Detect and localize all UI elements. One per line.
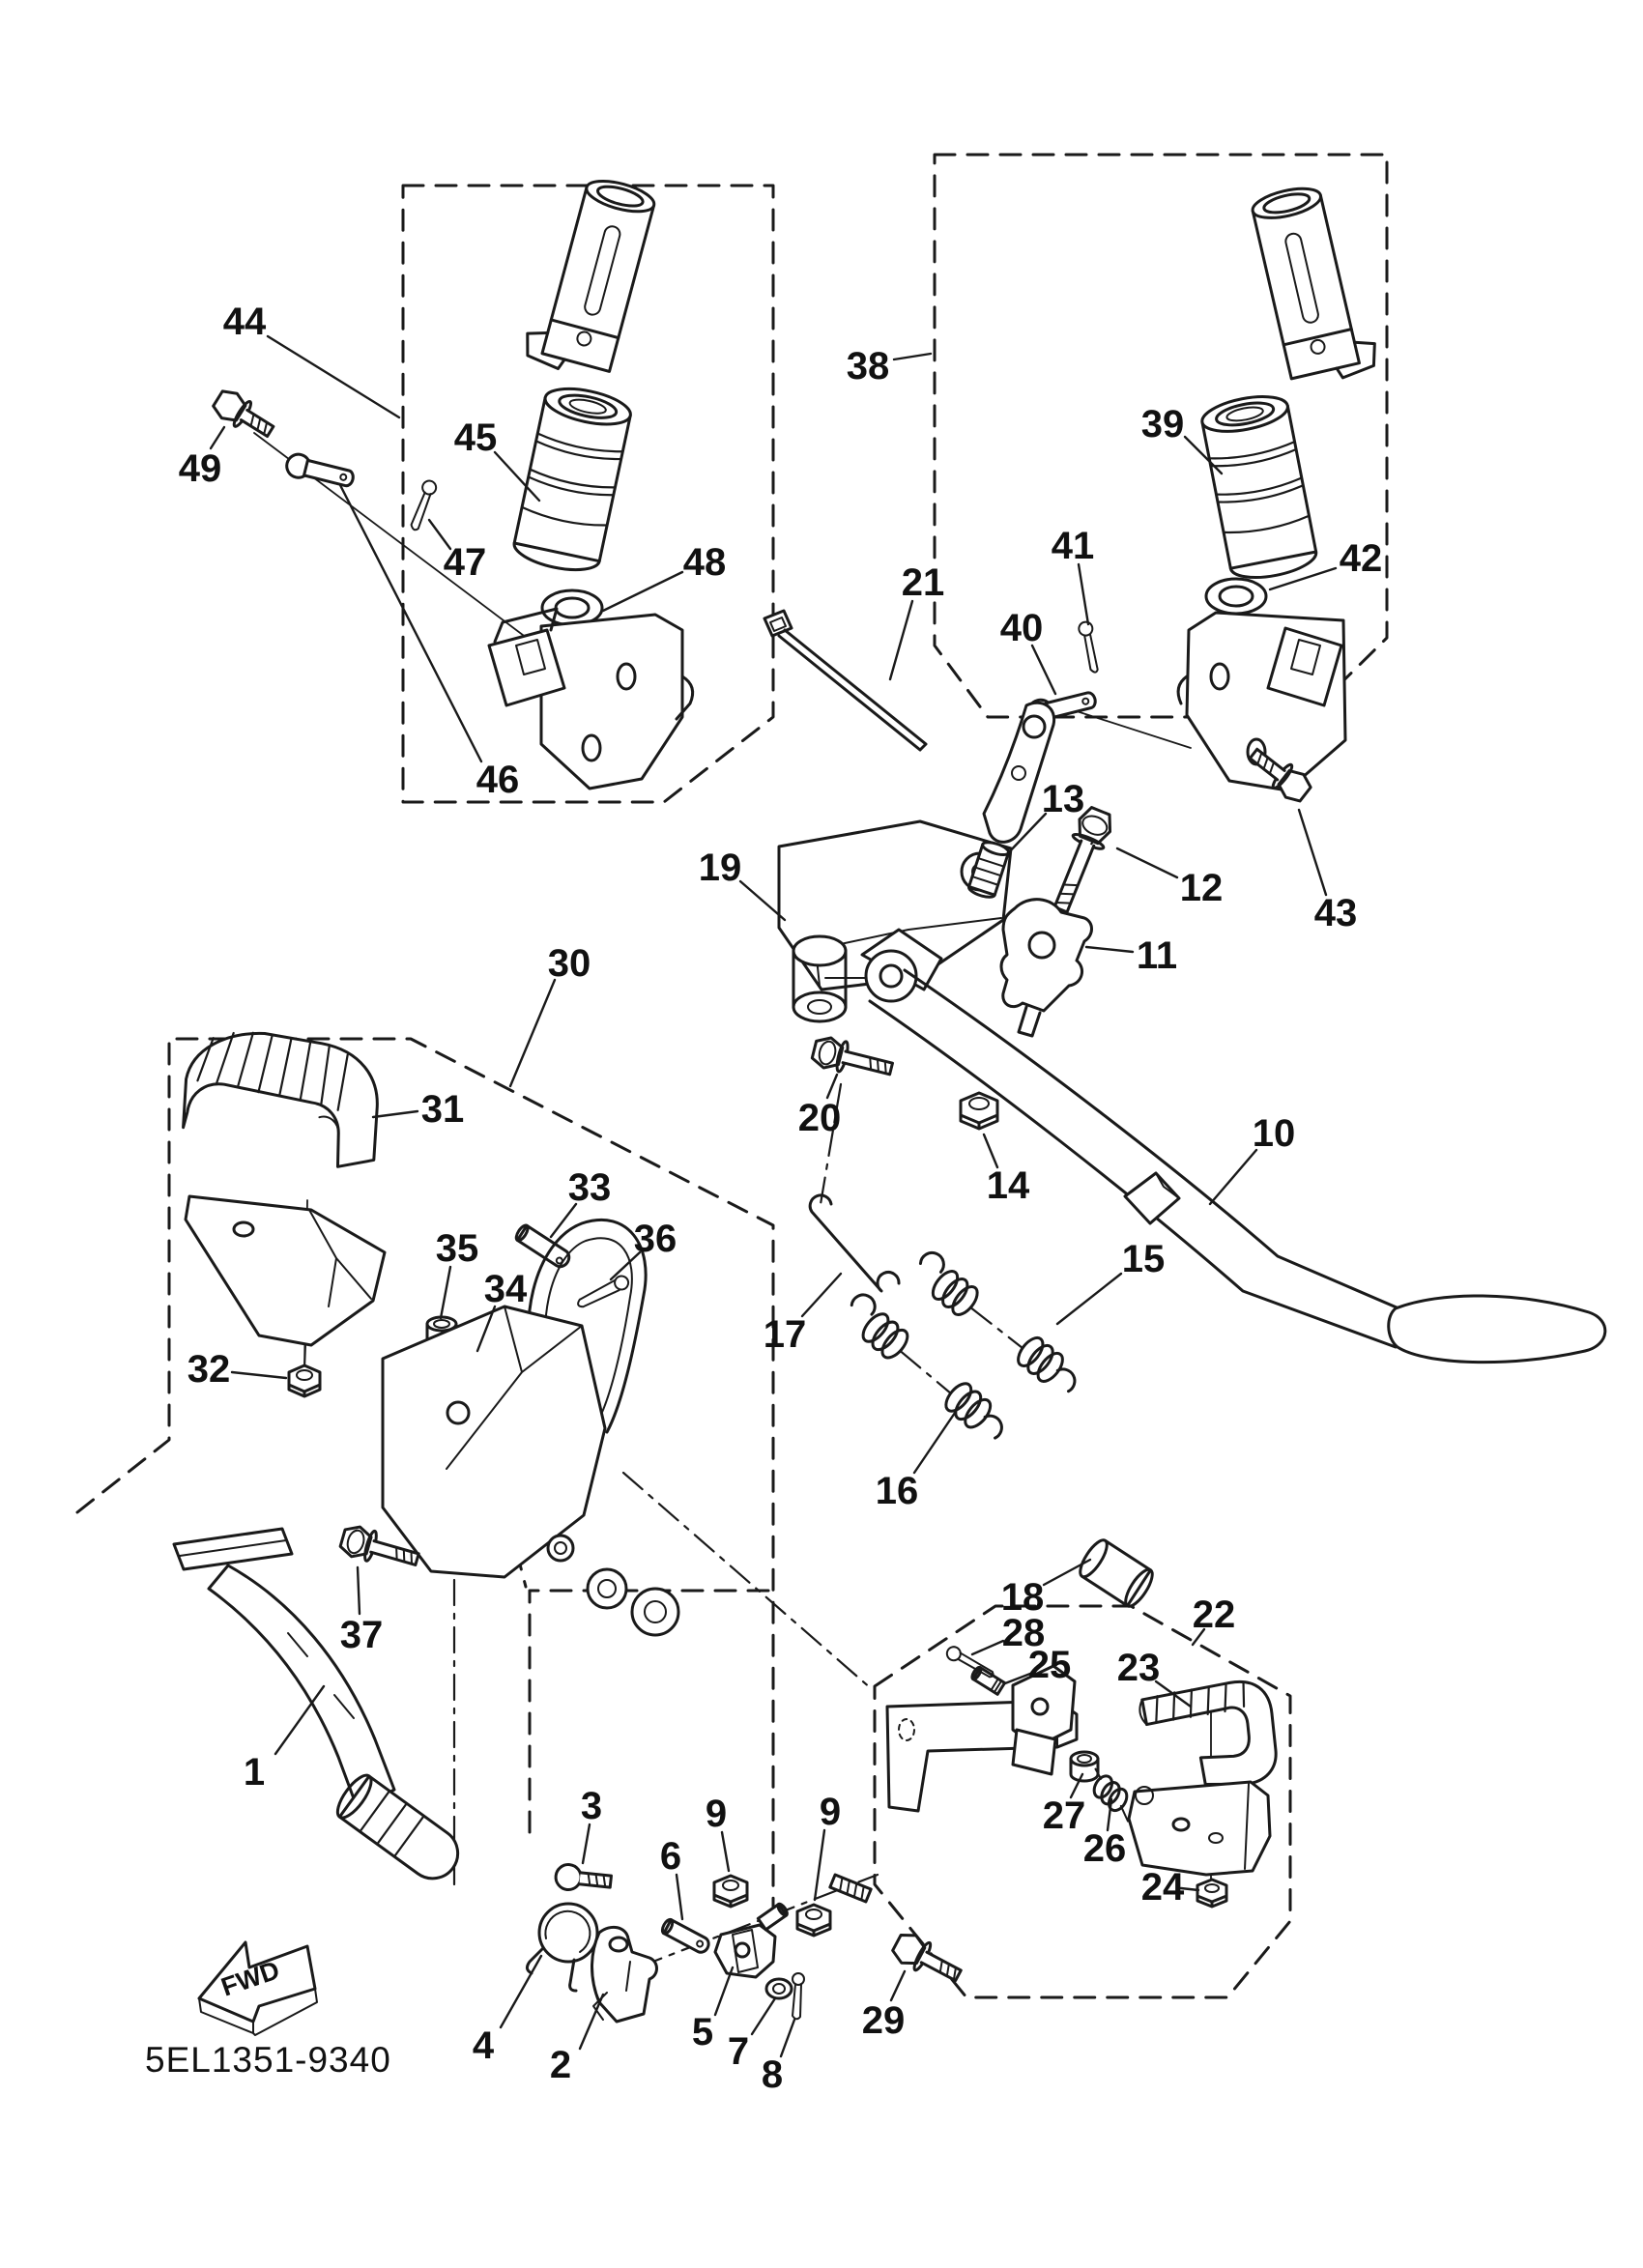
callout-label-1: 1 <box>243 1751 266 1794</box>
callout-leader-9 <box>722 1832 729 1871</box>
callout-label-35: 35 <box>435 1227 479 1270</box>
callout-label-25: 25 <box>1027 1644 1072 1686</box>
part-clevis-joint-5 <box>715 1903 789 1977</box>
callout-leader-9 <box>815 1830 824 1900</box>
callout-label-9: 9 <box>819 1791 842 1833</box>
part-brake-pedal-1 <box>174 1529 468 1888</box>
part-grip-rubber-39 <box>1199 390 1319 584</box>
group-sidestand-parts <box>764 611 1605 1610</box>
assembly-axis-lines <box>254 433 1278 1967</box>
part-clevis-pin-25 <box>970 1666 1004 1694</box>
callout-label-29: 29 <box>861 1999 906 2042</box>
callout-leader-6 <box>677 1875 682 1919</box>
callout-label-39: 39 <box>1140 403 1185 445</box>
callout-leader-16 <box>914 1413 955 1473</box>
callout-leader-37 <box>358 1567 360 1614</box>
callout-label-38: 38 <box>846 345 890 388</box>
fwd-label: FWD <box>217 1955 284 2002</box>
callout-leader-21 <box>890 601 912 679</box>
part-nut-24 <box>1197 1880 1226 1907</box>
callout-leader-42 <box>1270 568 1336 589</box>
part-cable-tie-21 <box>764 611 926 750</box>
part-collar-27 <box>1071 1752 1098 1781</box>
callout-label-22: 22 <box>1192 1593 1236 1636</box>
part-bolt-12 <box>1046 805 1116 916</box>
callout-leader-35 <box>441 1267 450 1318</box>
callout-leader-8 <box>781 2020 794 2056</box>
callout-label-14: 14 <box>986 1164 1030 1207</box>
callout-leader-1 <box>275 1686 324 1754</box>
callout-label-20: 20 <box>797 1097 842 1139</box>
callout-label-18: 18 <box>1000 1576 1045 1619</box>
callout-leader-11 <box>1086 947 1133 952</box>
callout-leader-32 <box>232 1372 286 1378</box>
part-cotter-pin-8 <box>793 1973 804 2019</box>
callout-label-2: 2 <box>549 2044 572 2086</box>
callout-leader-38 <box>894 354 931 359</box>
callout-leader-31 <box>373 1111 418 1117</box>
part-clevis-pin-46 <box>284 452 356 491</box>
callout-label-3: 3 <box>580 1785 603 1827</box>
part-roller-18 <box>1076 1536 1157 1610</box>
callout-label-47: 47 <box>443 541 487 584</box>
part-spring-16 <box>839 1290 1014 1446</box>
callout-label-49: 49 <box>178 447 222 490</box>
part-footrest-peg-left <box>521 170 657 382</box>
callout-leader-3 <box>583 1824 590 1863</box>
part-side-stand-10 <box>862 930 1605 1363</box>
callout-label-24: 24 <box>1140 1866 1185 1909</box>
callout-label-6: 6 <box>659 1835 682 1878</box>
callout-label-31: 31 <box>420 1088 465 1131</box>
callout-label-23: 23 <box>1116 1647 1161 1689</box>
callout-label-5: 5 <box>691 2011 714 2053</box>
part-stand-arm-19 <box>984 703 1054 842</box>
callout-label-41: 41 <box>1051 525 1095 567</box>
callout-label-17: 17 <box>763 1313 807 1356</box>
callout-label-48: 48 <box>682 541 727 584</box>
callout-label-33: 33 <box>567 1166 612 1209</box>
callout-label-4: 4 <box>472 2024 495 2067</box>
callout-leader-12 <box>1117 848 1177 877</box>
part-footrest-holder-31 <box>186 1196 385 1370</box>
part-joint-2 <box>592 1927 657 2022</box>
group-linkage-parts <box>527 1863 966 2022</box>
callout-leader-17 <box>802 1274 841 1316</box>
callout-label-21: 21 <box>901 561 945 604</box>
callout-leader-40 <box>1032 646 1055 694</box>
callout-leader-30 <box>510 980 555 1086</box>
callout-label-37: 37 <box>339 1614 384 1656</box>
callout-label-40: 40 <box>999 607 1044 649</box>
callout-leader-46 <box>340 485 481 761</box>
callout-label-9: 9 <box>705 1793 728 1835</box>
callout-label-11: 11 <box>1136 934 1178 977</box>
callout-label-13: 13 <box>1041 778 1085 820</box>
part-bolt-20 <box>811 1035 895 1084</box>
part-footrest-rubber-23 <box>1138 1679 1279 1794</box>
part-stopper-cam-11 <box>1001 900 1092 1036</box>
part-nut-9a <box>714 1876 747 1907</box>
part-nut-32 <box>289 1365 320 1396</box>
part-spring-4 <box>527 1904 597 1991</box>
part-footrest-peg-right <box>1250 179 1380 389</box>
callout-label-44: 44 <box>222 301 267 343</box>
callout-leader-5 <box>715 1967 733 2015</box>
part-grip-rubber-45 <box>511 383 634 577</box>
callout-label-30: 30 <box>547 942 591 985</box>
callout-label-32: 32 <box>187 1348 231 1391</box>
callout-leader-20 <box>827 1075 837 1098</box>
callout-label-8: 8 <box>761 2053 784 2096</box>
callout-label-43: 43 <box>1313 892 1358 934</box>
callout-label-15: 15 <box>1121 1238 1166 1280</box>
callout-label-28: 28 <box>1001 1612 1046 1654</box>
callout-label-46: 46 <box>476 759 520 801</box>
part-cotter-pin-36 <box>574 1275 631 1307</box>
part-hook-wire-17 <box>810 1195 899 1291</box>
callout-label-42: 42 <box>1339 537 1383 580</box>
diagram-part-code: 5EL1351-9340 <box>145 2040 391 2080</box>
callout-leader-43 <box>1299 810 1326 895</box>
part-cotter-pin-41 <box>1078 620 1104 674</box>
callout-leader-4 <box>501 1956 541 2027</box>
callout-label-7: 7 <box>727 2030 750 2073</box>
callout-label-26: 26 <box>1082 1827 1127 1870</box>
callout-leader-33 <box>551 1204 576 1237</box>
callout-label-36: 36 <box>633 1218 677 1260</box>
callout-leader-28 <box>972 1641 1003 1654</box>
callout-leader-48 <box>603 572 682 611</box>
group-pedal-parts <box>174 1523 468 1888</box>
callout-leader-14 <box>984 1134 997 1167</box>
callout-label-27: 27 <box>1042 1794 1086 1837</box>
callout-label-16: 16 <box>875 1470 919 1512</box>
callout-leader-2 <box>580 1995 603 2049</box>
part-bolt-3 <box>555 1863 612 1894</box>
callout-label-45: 45 <box>453 416 498 459</box>
part-footrest-holder-23 <box>1129 1782 1270 1875</box>
callout-leader-10 <box>1210 1150 1256 1204</box>
part-nut-9b <box>797 1905 830 1936</box>
callout-label-10: 10 <box>1252 1112 1296 1155</box>
group-44-parts <box>210 170 692 789</box>
part-mount-bracket-left <box>489 609 693 789</box>
callout-label-19: 19 <box>698 847 742 889</box>
group-38-parts <box>1025 179 1380 806</box>
part-nut-14 <box>961 1093 997 1129</box>
part-frame-bracket <box>383 1220 678 1635</box>
part-washer-42 <box>1206 579 1266 614</box>
callout-leader-44 <box>268 336 399 417</box>
part-washer-7 <box>766 1979 792 1998</box>
callout-label-12: 12 <box>1179 867 1224 909</box>
callout-leader-49 <box>211 427 224 448</box>
part-footrest-rubber-31 <box>177 1023 389 1171</box>
callout-label-34: 34 <box>483 1268 528 1310</box>
callout-leader-29 <box>891 1971 905 2000</box>
fwd-arrow-icon <box>199 1942 317 2035</box>
callout-leader-41 <box>1079 564 1088 624</box>
callout-leader-15 <box>1057 1274 1121 1324</box>
callout-leader-7 <box>752 1998 775 2034</box>
